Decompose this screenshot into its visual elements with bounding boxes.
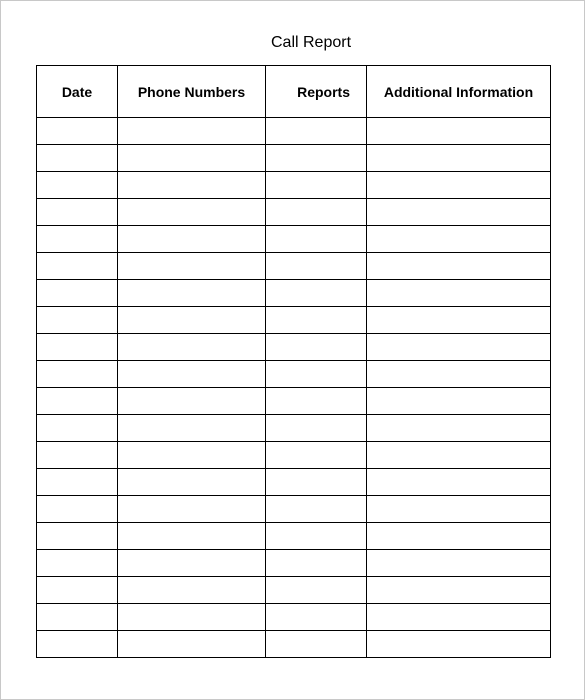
phone-number-cell[interactable] (118, 469, 266, 496)
date-cell[interactable] (37, 172, 118, 199)
additional-information-cell[interactable] (367, 280, 551, 307)
phone-number-cell[interactable] (118, 523, 266, 550)
additional-information-cell[interactable] (367, 442, 551, 469)
report-cell[interactable] (266, 199, 367, 226)
column-header-date: Date (37, 66, 118, 118)
date-cell[interactable] (37, 118, 118, 145)
phone-number-cell[interactable] (118, 604, 266, 631)
date-cell[interactable] (37, 631, 118, 658)
date-cell[interactable] (37, 442, 118, 469)
phone-number-cell[interactable] (118, 361, 266, 388)
phone-number-cell[interactable] (118, 496, 266, 523)
table-row (37, 604, 551, 631)
date-cell[interactable] (37, 604, 118, 631)
phone-number-cell[interactable] (118, 388, 266, 415)
date-cell[interactable] (37, 226, 118, 253)
phone-number-cell[interactable] (118, 577, 266, 604)
table-row (37, 145, 551, 172)
phone-number-cell[interactable] (118, 550, 266, 577)
report-cell[interactable] (266, 631, 367, 658)
table-row (37, 523, 551, 550)
additional-information-cell[interactable] (367, 334, 551, 361)
date-cell[interactable] (37, 145, 118, 172)
table-header-row (37, 66, 551, 118)
table-row (37, 199, 551, 226)
phone-number-cell[interactable] (118, 199, 266, 226)
phone-number-cell[interactable] (118, 280, 266, 307)
table-row (37, 415, 551, 442)
date-cell[interactable] (37, 469, 118, 496)
additional-information-cell[interactable] (367, 604, 551, 631)
report-cell[interactable] (266, 388, 367, 415)
additional-information-cell[interactable] (367, 577, 551, 604)
date-cell[interactable] (37, 550, 118, 577)
additional-information-cell[interactable] (367, 307, 551, 334)
phone-number-cell[interactable] (118, 415, 266, 442)
date-cell[interactable] (37, 199, 118, 226)
date-cell[interactable] (37, 361, 118, 388)
report-cell[interactable] (266, 442, 367, 469)
table-body (37, 118, 551, 658)
table-row (37, 442, 551, 469)
report-cell[interactable] (266, 577, 367, 604)
date-cell[interactable] (37, 415, 118, 442)
additional-information-cell[interactable] (367, 145, 551, 172)
phone-number-cell[interactable] (118, 172, 266, 199)
report-cell[interactable] (266, 253, 367, 280)
phone-number-cell[interactable] (118, 253, 266, 280)
report-cell[interactable] (266, 415, 367, 442)
column-header-phone-numbers: Phone Numbers (118, 66, 266, 118)
table-row (37, 172, 551, 199)
report-cell[interactable] (266, 145, 367, 172)
additional-information-cell[interactable] (367, 631, 551, 658)
table-row (37, 496, 551, 523)
phone-number-cell[interactable] (118, 442, 266, 469)
table-row (37, 388, 551, 415)
additional-information-cell[interactable] (367, 496, 551, 523)
column-header-additional-information: Additional Information (367, 66, 551, 118)
report-cell[interactable] (266, 280, 367, 307)
additional-information-cell[interactable] (367, 361, 551, 388)
date-cell[interactable] (37, 523, 118, 550)
column-header-reports: Reports (266, 66, 367, 118)
date-cell[interactable] (37, 334, 118, 361)
phone-number-cell[interactable] (118, 334, 266, 361)
page-title: Call Report (270, 34, 352, 51)
table-row (37, 118, 551, 145)
additional-information-cell[interactable] (367, 523, 551, 550)
date-cell[interactable] (37, 496, 118, 523)
additional-information-cell[interactable] (367, 118, 551, 145)
table-row (37, 280, 551, 307)
additional-information-cell[interactable] (367, 469, 551, 496)
table-row (37, 334, 551, 361)
additional-information-cell[interactable] (367, 415, 551, 442)
date-cell[interactable] (37, 307, 118, 334)
phone-number-cell[interactable] (118, 226, 266, 253)
table-row (37, 577, 551, 604)
report-cell[interactable] (266, 523, 367, 550)
table-row (37, 226, 551, 253)
phone-number-cell[interactable] (118, 631, 266, 658)
table-row (37, 307, 551, 334)
additional-information-cell[interactable] (367, 172, 551, 199)
phone-number-cell[interactable] (118, 145, 266, 172)
phone-number-cell[interactable] (118, 118, 266, 145)
report-cell[interactable] (266, 469, 367, 496)
report-cell[interactable] (266, 496, 367, 523)
table-row (37, 631, 551, 658)
table-row (37, 469, 551, 496)
report-cell[interactable] (266, 172, 367, 199)
date-cell[interactable] (37, 577, 118, 604)
table-row (37, 550, 551, 577)
additional-information-cell[interactable] (367, 253, 551, 280)
table-row (37, 253, 551, 280)
additional-information-cell[interactable] (367, 550, 551, 577)
date-cell[interactable] (37, 280, 118, 307)
report-cell[interactable] (266, 307, 367, 334)
additional-information-cell[interactable] (367, 199, 551, 226)
report-cell[interactable] (266, 226, 367, 253)
table-row (37, 361, 551, 388)
call-report-table (36, 65, 551, 658)
report-cell[interactable] (266, 118, 367, 145)
report-cell[interactable] (266, 334, 367, 361)
additional-information-cell[interactable] (367, 226, 551, 253)
report-cell[interactable] (266, 550, 367, 577)
report-cell[interactable] (266, 361, 367, 388)
phone-number-cell[interactable] (118, 307, 266, 334)
date-cell[interactable] (37, 253, 118, 280)
date-cell[interactable] (37, 388, 118, 415)
report-cell[interactable] (266, 604, 367, 631)
additional-information-cell[interactable] (367, 388, 551, 415)
